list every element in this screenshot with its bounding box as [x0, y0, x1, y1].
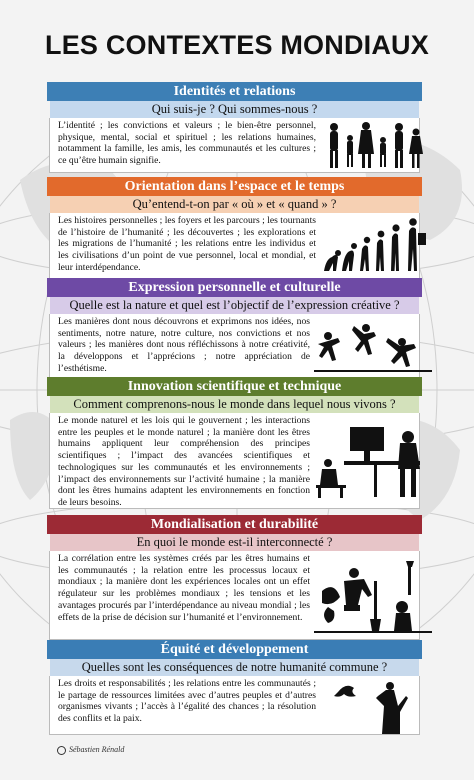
science-silhouettes-image — [314, 413, 419, 508]
section-body: L’identité ; les convictions et valeurs ; le bien-être personnel, physique, mental, social et spirituel ; les relations humaines, notamment la famille, les amis, les communautés et les cultures ; ce qu’être humain signifie. — [58, 120, 316, 167]
evolution-silhouettes-image — [320, 213, 419, 279]
section-title: Innovation scientifique et technique — [47, 377, 422, 396]
section-title: Expression personnelle et culturelle — [47, 278, 422, 297]
author-name: Sébastien Rénald — [69, 745, 125, 754]
section-innovation — [47, 377, 422, 509]
section-question: En quoi le monde est-il interconnecté ? — [50, 534, 419, 551]
gardener-silhouettes-image — [314, 551, 419, 639]
family-silhouettes-image — [320, 118, 419, 172]
section-question: Comment comprenons-nous le monde dans lequel nous vivons ? — [50, 396, 419, 413]
dancers-silhouettes-image — [314, 314, 419, 378]
section-title: Mondialisation et durabilité — [47, 515, 422, 534]
section-question: Qu’entend-t-on par « où » et « quand » ? — [50, 196, 419, 213]
page-title: LES CONTEXTES MONDIAUX — [45, 30, 429, 60]
section-body: Le monde naturel et les lois qui le gouvernent ; les interactions entre les peuples et le monde naturel ; la manière dont les êtres humains appliquent leur compréhension des principes scientifiques ; l’impact des avancées scientifiques et technologiques sur les communautés et les environnements ; l’impact des environnements sur l’activité humaine ; la manière dont les êtres humains adaptent les environnements en fonction de leurs besoins. — [58, 415, 310, 508]
section-equite — [47, 640, 422, 735]
copyright-icon — [57, 746, 66, 755]
author-credit — [57, 745, 124, 755]
section-title: Orientation dans l’espace et le temps — [47, 177, 422, 196]
section-title: Identités et relations — [47, 82, 422, 101]
dove-silhouette-image — [320, 676, 419, 734]
section-body: La corrélation entre les systèmes créés par les êtres humains et les communautés ; la relation entre les processus locaux et mondiaux ; la manière dont les expériences locales ont un effet régulateur sur les problèmes mondiaux ; les tensions et les avantages procurés par l’interdépendance au niveau mondial ; les effets de la prise de décision sur l’humanité et l’environnement. — [58, 553, 310, 623]
section-body: Les manières dont nous découvrons et exprimons nos idées, nos sentiments, notre nature, notre culture, nos convictions et nos valeurs ; les manières dont nous réfléchissons à notre créativité, la développons et l’apprécions ; notre appréciation de l’esthétisme. — [58, 316, 310, 374]
section-question: Quelle est la nature et quel est l’objectif de l’expression créative ? — [50, 297, 419, 314]
section-question: Qui suis-je ? Qui sommes-nous ? — [50, 101, 419, 118]
section-orientation — [47, 177, 422, 280]
section-expression — [47, 278, 422, 379]
section-title: Équité et développement — [47, 640, 422, 659]
section-identites — [47, 82, 422, 173]
section-mondialisation — [47, 515, 422, 640]
section-question: Quelles sont les conséquences de notre humanité commune ? — [50, 659, 419, 676]
section-body: Les droits et responsabilités ; les relations entre les communautés ; le partage de ressources limitées avec d’autres peuples et d’autres organismes vivants ; l’accès à l’égalité des chances ; la résolution des conflits et la paix. — [58, 678, 316, 725]
section-body: Les histoires personnelles ; les foyers et les parcours ; les tournants de l’histoire de l’humanité ; les découvertes ; les explorations et les migrations de l’humanité ; les relations entre les individus et les civilisations d’un point de vue personnel, local et mondial, et leur interdépendance. — [58, 215, 316, 273]
